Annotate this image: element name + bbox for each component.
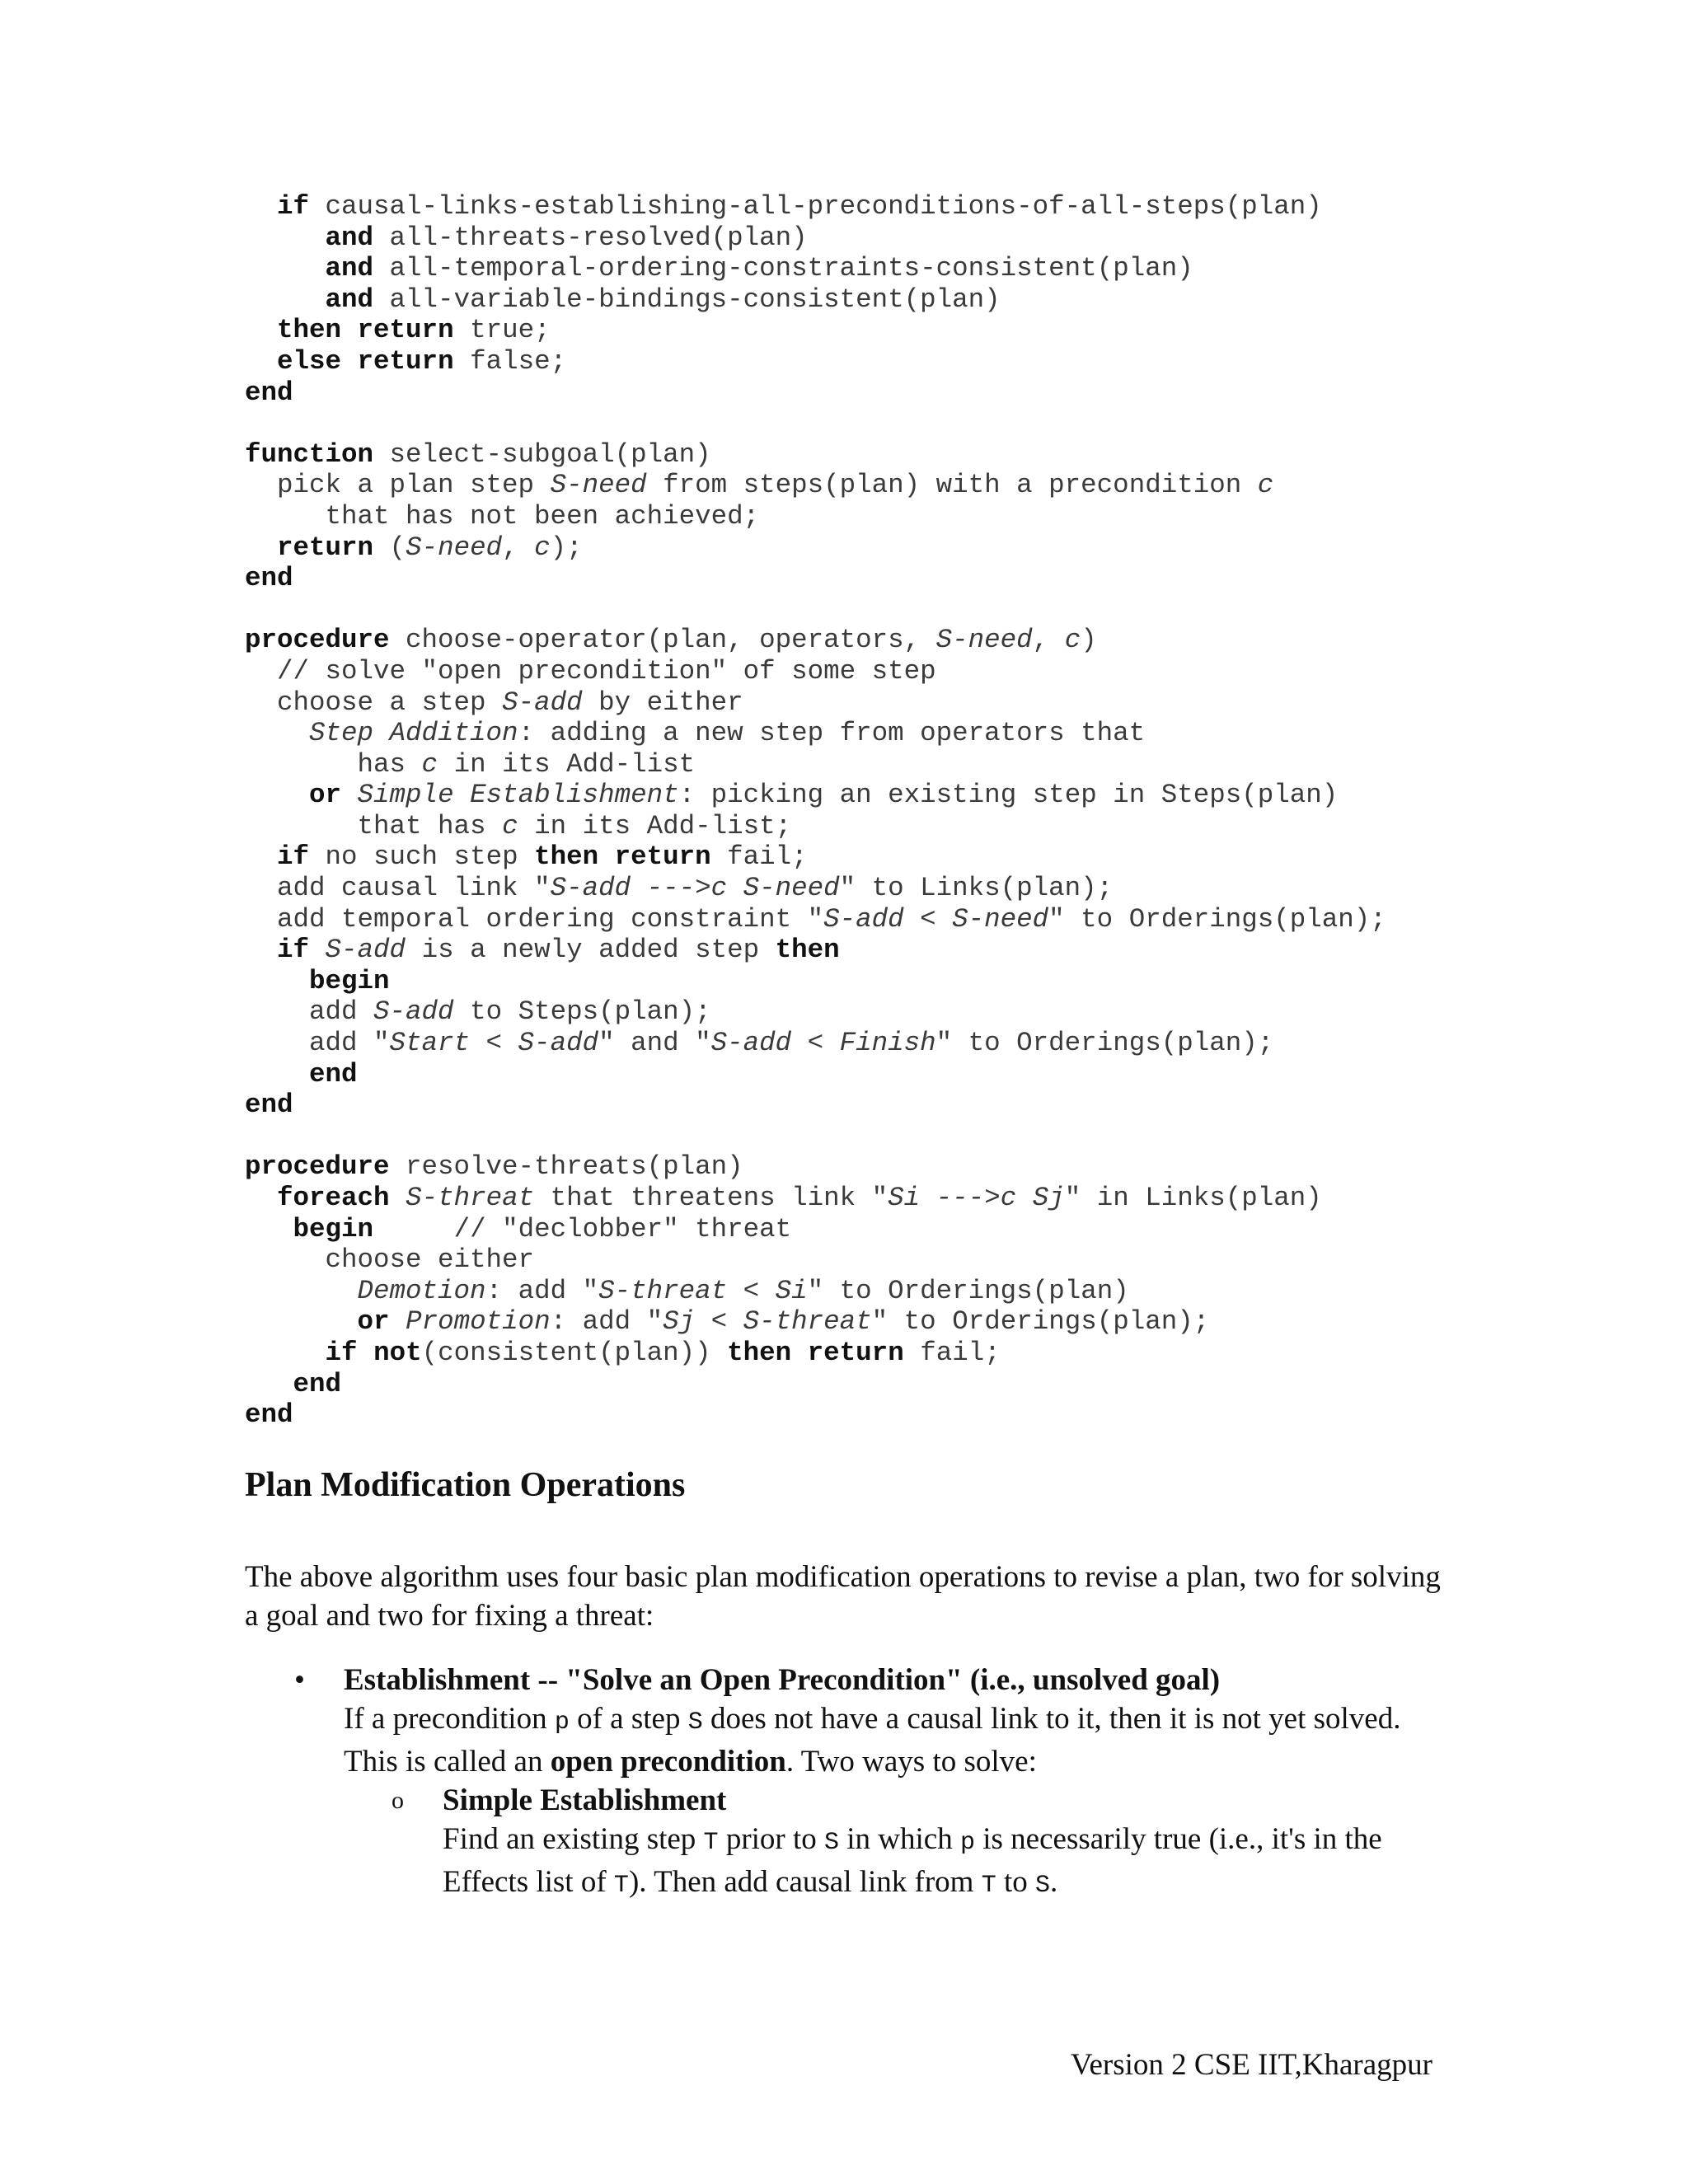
code-text: that has not been achieved; <box>245 500 760 532</box>
code-line <box>245 532 1386 564</box>
code-text: S-threat <box>406 1183 535 1213</box>
code-text: Si --->c Sj <box>888 1183 1065 1213</box>
code-text <box>245 346 277 377</box>
code-text: Start < S-add <box>389 1028 599 1059</box>
code-keyword: procedure <box>245 1151 390 1183</box>
code-line <box>245 811 1386 842</box>
code-line <box>245 996 1386 1028</box>
code-keyword: end <box>245 1090 293 1121</box>
code-keyword: return <box>807 1337 904 1368</box>
code-keyword: return <box>614 841 711 873</box>
code-text <box>245 1214 293 1244</box>
code-text <box>245 935 277 965</box>
code-keyword: if <box>277 935 310 966</box>
code-keyword: return <box>277 532 374 563</box>
code-text: no such step <box>309 841 535 873</box>
code-text: select-subgoal(plan) <box>373 438 711 470</box>
code-text: add temporal ordering constraint " <box>245 903 824 935</box>
code-text <box>245 253 326 284</box>
code-text: false; <box>453 345 567 377</box>
code-text: that threatens link " <box>534 1183 889 1213</box>
code-line <box>245 687 1386 719</box>
code-text <box>245 223 326 253</box>
code-line <box>245 656 1386 687</box>
code-text: : add " <box>485 1275 599 1306</box>
code-line <box>245 873 1386 904</box>
code-keyword: end <box>245 563 293 594</box>
code-keyword: then <box>727 1337 792 1368</box>
code-text <box>245 532 277 563</box>
code-text: is a newly added step <box>406 935 776 966</box>
code-line <box>245 346 1386 377</box>
code-keyword: if <box>277 841 310 873</box>
code-keyword: not <box>373 1337 422 1368</box>
code-text: all-threats-resolved(plan) <box>373 222 808 253</box>
code-text: by either <box>582 687 743 718</box>
code-keyword: and <box>325 284 374 315</box>
code-text <box>245 1276 358 1306</box>
code-text: ) <box>1081 625 1097 656</box>
code-text: " to Orderings(plan); <box>871 1306 1210 1338</box>
code-line <box>245 1059 1386 1090</box>
code-text: S-add < S-need <box>823 903 1049 935</box>
code-keyword: begin <box>309 965 390 996</box>
code-keyword: return <box>357 315 454 346</box>
code-line <box>245 1183 1386 1214</box>
code-text: // "declobber" threat <box>373 1213 792 1244</box>
code-line <box>245 780 1386 811</box>
code-text: c <box>1257 470 1274 501</box>
code-keyword: and <box>325 222 374 253</box>
code-line <box>245 966 1386 997</box>
code-keyword: then <box>775 935 840 966</box>
code-text: add causal link " <box>245 873 551 904</box>
code-text: fail; <box>903 1337 1001 1368</box>
code-keyword: begin <box>293 1213 374 1244</box>
code-text: (consistent(plan)) <box>421 1337 728 1368</box>
code-text <box>245 1369 293 1399</box>
code-keyword: end <box>293 1368 342 1399</box>
code-text <box>245 1338 326 1368</box>
code-text: " to Orderings(plan); <box>1048 903 1386 935</box>
section-heading: Plan Modification Operations <box>245 1466 686 1504</box>
code-line <box>245 841 1386 873</box>
code-line <box>245 1121 1386 1152</box>
code-text: add <box>245 996 374 1028</box>
code-text: " to Links(plan); <box>839 873 1114 904</box>
code-text: all-variable-bindings-consistent(plan) <box>373 284 1001 315</box>
code-text: in its Add-list <box>438 748 696 780</box>
code-text: causal-links-establishing-all-preconditions-of-all-steps(plan) <box>309 191 1322 222</box>
code-text <box>598 841 615 872</box>
sub-bullet-title: Simple Establishment <box>443 1783 727 1817</box>
code-text <box>245 718 309 748</box>
code-line <box>245 315 1386 346</box>
code-line <box>245 223 1386 254</box>
code-text <box>245 780 309 810</box>
intro-paragraph: The above algorithm uses four basic plan modification operations to revise a plan, two for solving a goal and two for fixing a threat: <box>245 1560 1441 1633</box>
code-keyword: end <box>245 377 293 408</box>
code-text: " to Orderings(plan) <box>807 1275 1129 1306</box>
code-text: Simple Establishment <box>357 780 679 811</box>
code-text: to Steps(plan); <box>453 996 711 1028</box>
code-line <box>245 1276 1386 1307</box>
code-text <box>245 1306 358 1337</box>
code-line <box>245 1151 1386 1183</box>
code-line <box>245 718 1386 749</box>
bullet-title: Establishment -- "Solve an Open Precondition" (i.e., unsolved goal) <box>344 1663 1221 1697</box>
code-text: Sj < S-threat <box>663 1306 872 1338</box>
code-line <box>245 501 1386 532</box>
code-text: has <box>245 748 422 780</box>
code-text: that has <box>245 810 503 841</box>
code-line <box>245 1090 1386 1121</box>
code-text: Step Addition <box>309 718 518 749</box>
code-keyword: or <box>357 1306 390 1338</box>
code-text <box>390 1306 406 1337</box>
code-text: pick a plan step <box>245 470 551 501</box>
code-line <box>245 1399 1386 1431</box>
code-text: S-threat < Si <box>598 1275 808 1306</box>
code-line <box>245 1306 1386 1338</box>
code-text: " in Links(plan) <box>1064 1183 1322 1213</box>
code-text: : picking an existing step in Steps(plan) <box>678 780 1339 811</box>
code-text: Demotion <box>357 1275 486 1306</box>
code-text <box>245 191 277 222</box>
code-text: S-add --->c S-need <box>550 873 840 904</box>
code-text: all-temporal-ordering-constraints-consistent(plan) <box>373 253 1193 284</box>
code-text: : adding a new step from operators that <box>518 718 1146 749</box>
code-text <box>341 346 358 377</box>
code-text <box>358 1338 374 1368</box>
code-text: S-need <box>406 532 503 563</box>
code-line <box>245 1028 1386 1059</box>
code-text: Promotion <box>406 1306 551 1338</box>
code-text: choose-operator(plan, operators, <box>389 625 936 656</box>
code-text: // solve "open precondition" of some step <box>245 655 936 687</box>
code-line <box>245 1338 1386 1369</box>
code-text: S-add <box>373 996 454 1028</box>
bullet-body: If a precondition p of a step S does not have a causal link to it, then it is not yet solved. This is called an open precondition. Two ways to solve: <box>344 1702 1401 1779</box>
code-text: c <box>534 532 551 563</box>
code-line <box>245 253 1386 284</box>
code-text <box>341 315 358 345</box>
code-text: ( <box>373 532 406 563</box>
code-keyword: foreach <box>277 1183 390 1213</box>
code-text <box>245 1059 309 1090</box>
page-footer: Version 2 CSE IIT,Kharagpur <box>1070 2048 1432 2082</box>
code-text: from steps(plan) with a precondition <box>646 470 1258 501</box>
code-keyword: else <box>277 345 342 377</box>
code-text: S-add < Finish <box>710 1028 936 1059</box>
code-text <box>309 935 326 965</box>
operations-list <box>245 1661 1448 1905</box>
sub-bullet-body: Find an existing step T prior to S in which p is necessarily true (i.e., it's in the Effects list of T). Then add causal link from T to S. <box>443 1822 1382 1900</box>
code-text <box>791 1338 808 1368</box>
code-keyword: and <box>325 253 374 284</box>
code-text: choose either <box>245 1244 535 1276</box>
code-text: S-add <box>502 687 583 718</box>
code-keyword: then <box>534 841 599 873</box>
bullet-marker: • <box>294 1663 305 1697</box>
code-text <box>245 966 309 996</box>
code-text: , <box>502 532 535 563</box>
code-text: S-need <box>550 470 647 501</box>
code-keyword: or <box>309 780 342 811</box>
code-text <box>245 841 277 872</box>
code-keyword: function <box>245 438 374 470</box>
code-text: " and " <box>598 1028 711 1059</box>
code-line <box>245 439 1386 471</box>
code-line <box>245 191 1386 223</box>
code-text: S-add <box>325 935 406 966</box>
code-text: c <box>502 810 518 841</box>
code-text: resolve-threats(plan) <box>389 1151 743 1183</box>
code-line <box>245 594 1386 626</box>
code-text: true; <box>453 315 551 346</box>
code-keyword: end <box>309 1058 358 1090</box>
code-text: " to Orderings(plan); <box>935 1028 1274 1059</box>
code-text: : add " <box>550 1306 663 1338</box>
sub-bullet-marker: o <box>392 1787 404 1814</box>
code-text: S-need <box>935 625 1033 656</box>
code-text: add " <box>245 1028 390 1059</box>
code-text: c <box>421 748 438 780</box>
code-line <box>245 408 1386 439</box>
code-text <box>245 315 277 345</box>
code-line <box>245 1369 1386 1400</box>
code-line <box>245 470 1386 501</box>
code-line <box>245 749 1386 780</box>
code-line <box>245 935 1386 966</box>
code-line <box>245 1214 1386 1245</box>
code-keyword: then <box>277 315 342 346</box>
code-keyword: if <box>277 191 310 222</box>
code-text: ); <box>550 532 583 563</box>
code-line <box>245 1244 1386 1276</box>
code-line <box>245 563 1386 594</box>
code-text: fail; <box>710 841 808 873</box>
code-keyword: procedure <box>245 625 390 656</box>
code-keyword: return <box>357 345 454 377</box>
code-line <box>245 284 1386 316</box>
code-keyword: end <box>245 1399 293 1431</box>
code-text <box>341 780 358 810</box>
code-text <box>245 284 326 315</box>
list-item-establishment <box>245 1661 1448 1905</box>
code-text: choose a step <box>245 687 503 718</box>
code-keyword: if <box>325 1337 358 1368</box>
code-line <box>245 625 1386 656</box>
code-text: in its Add-list; <box>518 810 792 841</box>
code-text: , <box>1032 625 1065 656</box>
code-text: c <box>1064 625 1081 656</box>
code-line <box>245 377 1386 409</box>
code-text <box>390 1183 406 1213</box>
pseudocode-block <box>245 191 1386 1431</box>
code-text <box>245 1183 277 1213</box>
code-line <box>245 904 1386 935</box>
sub-list-item-simple-establishment <box>344 1781 1448 1905</box>
